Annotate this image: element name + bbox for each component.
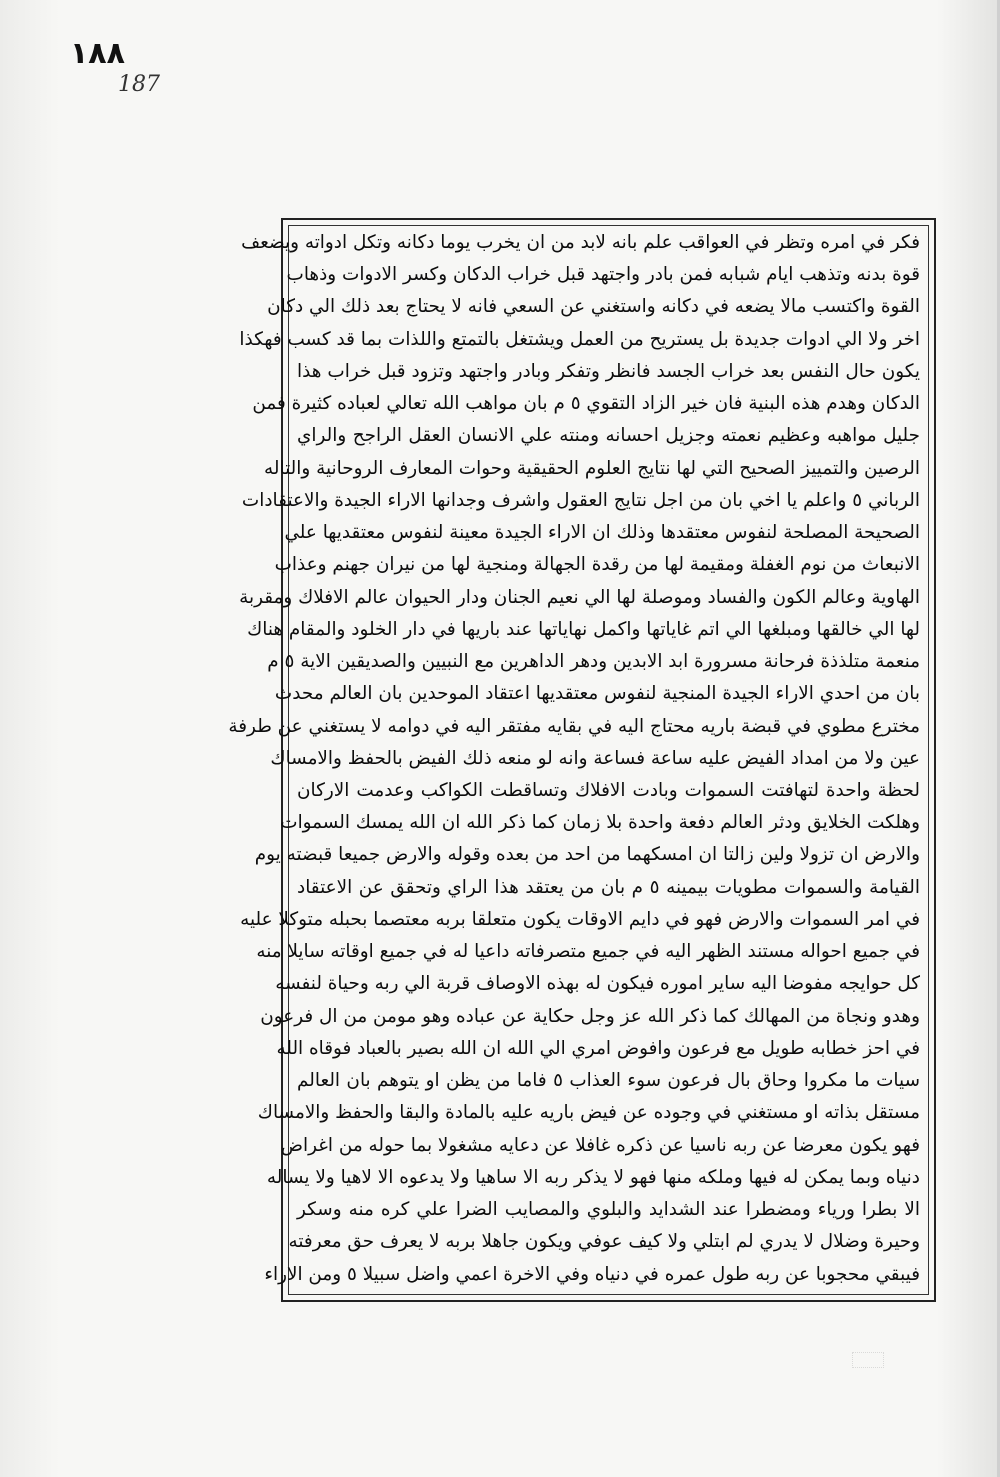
manuscript-line: وهلكت الخلايق ودثر العالم دفعة واحدة بلا زمان كما ذكر الله ان الله يمسك السموات — [280, 812, 920, 834]
manuscript-line: في امر السموات والارض فهو في دايم الاوقات يكون متعلقا بربه معتصما بحبله متوكلا عليه — [240, 908, 920, 930]
manuscript-line: والارض ان تزولا ولين زالتا ان امسكهما من احد من بعده وقوله والارض جميعا قبضته يوم — [254, 844, 920, 866]
manuscript-line: اخر ولا الي ادوات جديدة بل يستريح من العمل ويشتغل بالتمتع واللذات بما قد كسب فهكذا — [239, 328, 920, 350]
folio-number-arabic: ١٨٨ — [70, 36, 125, 71]
manuscript-line: لحظة واحدة لتهافتت السموات وبادت الافلاك وتساقطت الكواكب وعدمت الاركان — [297, 779, 920, 801]
manuscript-line: في جميع احواله مستند الظهر اليه في جميع متصرفاته داعيا له في جميع اوقاته سايلا منه — [256, 941, 920, 963]
text-frame — [228, 218, 936, 1302]
manuscript-line: الدكان وهدم هذه البنية فان خير الزاد التقوي ٥ م بان مواهب الله تعالي لعباده كثيرة فمن — [252, 393, 920, 415]
manuscript-line: القيامة والسموات مطويات بيمينه ٥ م بان من يعتقد هذا الراي وتحقق عن الاعتقاد — [297, 876, 920, 898]
manuscript-line: منعمة متلذذة فرحانة مسرورة ابد الابدين ودهر الداهرين مع النبيين والصديقين الاية ٥ م — [267, 651, 920, 673]
manuscript-line: الصحيحة المصلحة لنفوس معتقدها وذلك ان الاراء الجيدة معينة لنفوس معتقديها علي — [284, 522, 920, 544]
manuscript-line: الا بطرا ورياء ومضطرا عند الشدايد والبلوي والمصايب الضرا علي كره منه وسكر — [297, 1199, 920, 1221]
manuscript-line: فيبقي محجوبا عن ربه طول عمره في دنياه وفي الاخرة اعمي واضل سبيلا ٥ ومن الاراء — [264, 1263, 920, 1285]
manuscript-line: دنياه وبما يمكن له فيها وملكه منها فهو لا يذكر ربه الا ساهيا ولا يدعوه الا لاهيا ولا يساله — [266, 1166, 920, 1188]
manuscript-line: الرصين والتمييز الصحيح التي لها نتايج العلوم الحقيقية وحوات المعارف الروحانية والتاله — [264, 457, 920, 479]
manuscript-line: مخترع مطوي في قبضة باريه محتاج اليه في بقايه مفتقر اليه في دوامه لا يستغني عن طرفة — [228, 715, 920, 737]
manuscript-line: وحيرة وضلال لا يدري لم ابتلي ولا كيف عوفي ويكون جاهلا بربه لا يعرف حق معرفته — [288, 1231, 920, 1253]
manuscript-line: في احز خطابه طويل مع فرعون وافوض امري الي الله ان الله بصير بالعباد فوقاه الله — [276, 1037, 920, 1059]
manuscript-line: مستقل بذاته او مستغني في وجوده عن فيض باريه عليه بالمادة والبقا والحفظ والامساك — [257, 1102, 920, 1124]
manuscript-line: لها الي خالقها ومبلغها الي اتم غاياتها واكمل نهاياتها عند باريها في دار الخلود والمقام هناك — [247, 618, 920, 640]
manuscript-line: قوة بدنه وتذهب ايام شبابه فمن بادر واجتهد قبل خراب الدكان وكسر الادوات وذهاب — [286, 264, 920, 286]
manuscript-line: وهدو ونجاة من المهالك كما ذكر الله عز وجل حكاية عن عباده وهو مومن من ال فرعون — [260, 1005, 920, 1027]
faint-library-stamp — [852, 1352, 884, 1368]
manuscript-line: يكون حال النفس بعد خراب الجسد فانظر وتفكر وبادر واجتهد وتزود قبل خراب هذا — [297, 360, 920, 382]
manuscript-line: بان من احدي الاراء الجيدة المنجية لنفوس معتقديها اعتقاد الموحدين بان العالم محدث — [274, 683, 920, 705]
manuscript-line: فكر في امره وتظر في العواقب علم بانه لابد من ان يخرب يوما دكانه وتكل ادواته ويضعف — [241, 232, 920, 253]
manuscript-line: الانبعاث من نوم الغفلة ومقيمة لها من رقدة الجهالة ومنجية لها من نيران جهنم وعذاب — [274, 554, 920, 576]
manuscript-line: جليل مواهبه وعظيم نعمته وجزيل احسانه ومنته علي الانسان العقل الراجح والراي — [297, 425, 920, 447]
manuscript-line: الرباني ٥ واعلم يا اخي بان من اجل نتايج العقول واشرف وجدانها الاراء الجيدة والاعتقادات — [241, 489, 920, 511]
manuscript-text-block — [228, 232, 920, 1285]
manuscript-line: سيات ما مكروا وحاق بال فرعون سوء العذاب ٥ فاما من يظن او يتوهم بان العالم — [297, 1070, 920, 1092]
manuscript-line: كل حوايجه مفوضا اليه ساير اموره فيكون له بهذه الاوصاف قربة الي ربه وحياة لنفسه — [275, 973, 920, 995]
manuscript-line: فهو يكون معرضا عن ربه ناسيا عن ذكره غافلا عن دعايه مشغولا بما حوله من اغراض — [280, 1134, 920, 1156]
manuscript-line: الهاوية وعالم الكون والفساد وموصلة لها الي نعيم الجنان ودار الحيوان عالم الافلاك ومقربة — [239, 586, 920, 608]
manuscript-line: عين ولا من امداد الفيض عليه ساعة فساعة وانه لو منعه ذلك الفيض بالحفظ والامساك — [270, 747, 920, 769]
folio-number-western: 187 — [118, 72, 160, 97]
manuscript-line: القوة واكتسب مالا يضعه في دكانه واستغني عن السعي فانه لا يحتاج بعد ذلك الي دكان — [267, 296, 920, 318]
